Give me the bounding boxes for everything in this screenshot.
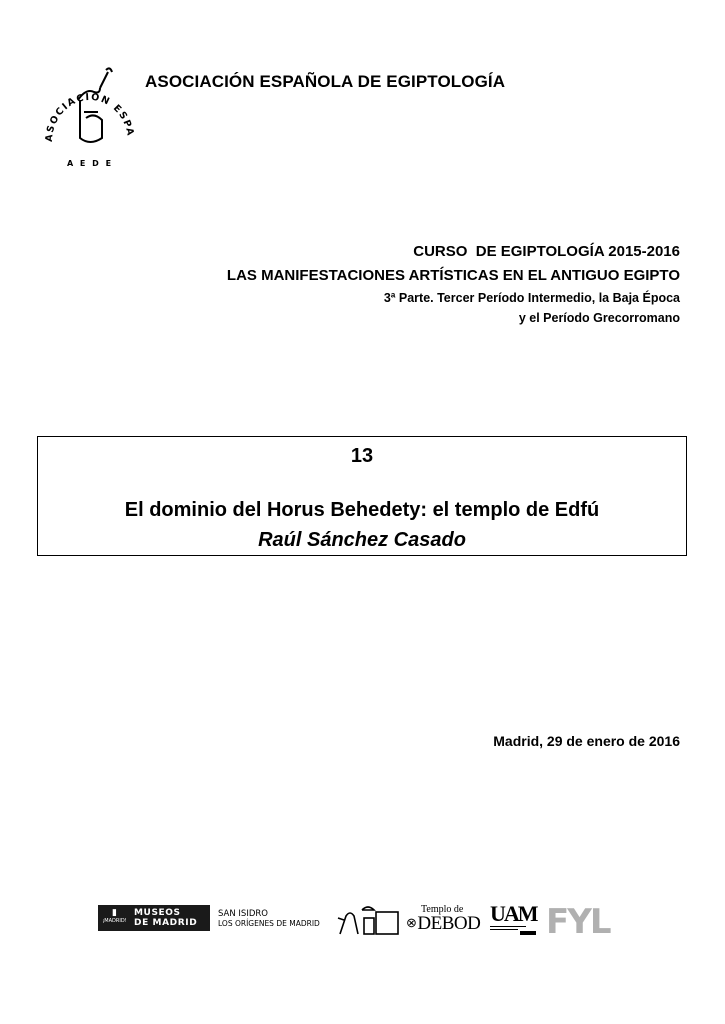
uam-caption-icon — [490, 924, 538, 936]
debod-logo — [406, 913, 480, 935]
lecture-number: 13 — [350, 445, 374, 467]
madrid-mark — [101, 909, 128, 925]
organization-title: ASOCIACIÓN ESPAÑOLA DE EGIPTOLOGÍA — [145, 72, 506, 91]
museos-line2: DE MADRID — [134, 918, 198, 928]
lecture-title-box — [37, 436, 687, 556]
course-info — [227, 240, 680, 328]
museos-text — [134, 908, 197, 928]
course-part: 3ª Parte. Tercer Período Intermedio, la Baja Época — [383, 291, 680, 305]
museos-line1: MUSEOS — [134, 908, 181, 918]
logo-bottom-text: A E D E — [66, 159, 114, 168]
debod-text: DEBOD — [417, 913, 481, 934]
madrid-bear-icon: ▮ — [112, 908, 117, 918]
hieroglyph-logo-icon — [336, 904, 402, 938]
sanisidro-line1: SAN ISIDRO — [218, 909, 268, 919]
fyl-text: FYL — [546, 902, 610, 938]
course-subtitle: LAS MANIFESTACIONES ARTÍSTICAS EN EL ANTIGUO EGIPTO — [226, 267, 680, 284]
debod-small-text: Templo de — [421, 904, 464, 915]
course-name: CURSO DE EGIPTOLOGÍA 2015-2016 — [413, 243, 680, 260]
document-date: Madrid, 29 de enero de 2016 — [493, 733, 680, 749]
aede-logo — [40, 42, 140, 172]
madrid-label: ¡MADRID! — [102, 918, 127, 924]
uam-logo: UAM — [490, 901, 537, 926]
sanisidro-line2: LOS ORÍGENES DE MADRID — [218, 919, 320, 928]
aede-seal-icon — [40, 42, 140, 172]
course-part-continued: y el Período Grecorromano — [518, 311, 680, 325]
fyl-logo — [546, 900, 622, 938]
debod-mark-icon: ⊗ — [406, 915, 417, 930]
san-isidro-logo — [218, 909, 320, 929]
museos-de-madrid-logo — [98, 905, 210, 931]
sponsor-logos — [98, 896, 622, 946]
logo-ring-text: ASOCIACIÓN ESPA — [43, 91, 136, 143]
lecture-author: Raúl Sánchez Casado — [258, 529, 466, 551]
lecture-title: El dominio del Horus Behedety: el templo de Edfú — [124, 499, 600, 521]
